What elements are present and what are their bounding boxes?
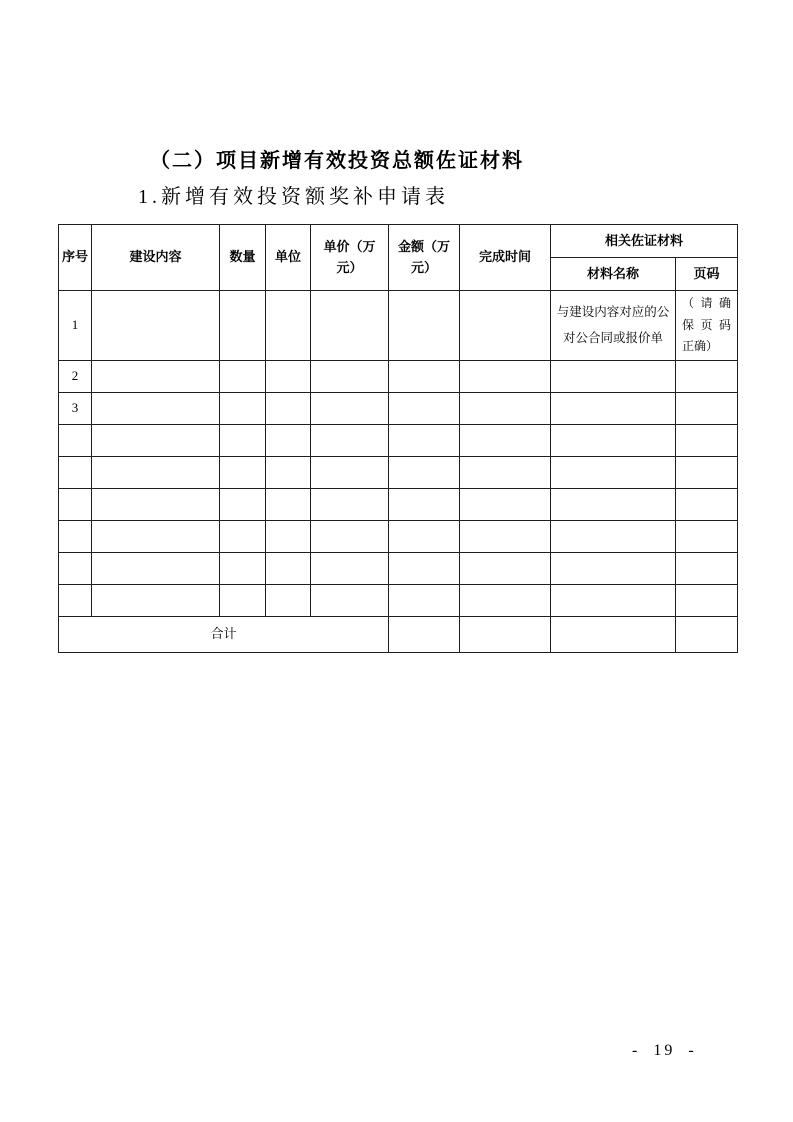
cell-unit <box>266 520 311 552</box>
cell-completion-time <box>460 616 551 652</box>
cell-seq: 2 <box>59 360 92 392</box>
cell-construction-content <box>92 424 220 456</box>
cell-amount-total <box>389 616 460 652</box>
cell-amount <box>389 488 460 520</box>
cell-unit-price <box>311 392 389 424</box>
cell-seq: 1 <box>59 291 92 361</box>
cell-material-name: 与建设内容对应的公对公合同或报价单 <box>551 291 676 361</box>
cell-material-name <box>551 392 676 424</box>
cell-unit <box>266 488 311 520</box>
cell-material-name <box>551 456 676 488</box>
cell-construction-content <box>92 456 220 488</box>
cell-unit <box>266 584 311 616</box>
cell-unit-price <box>311 552 389 584</box>
cell-quantity <box>220 584 266 616</box>
cell-material-name <box>551 584 676 616</box>
cell-amount <box>389 291 460 361</box>
header-unit-price: 单价（万元） <box>311 225 389 291</box>
header-seq: 序号 <box>59 225 92 291</box>
table-row <box>59 552 738 584</box>
cell-seq: 3 <box>59 392 92 424</box>
cell-quantity <box>220 488 266 520</box>
cell-seq <box>59 456 92 488</box>
cell-completion-time <box>460 584 551 616</box>
cell-page-no <box>676 552 738 584</box>
cell-unit-price <box>311 584 389 616</box>
cell-seq <box>59 488 92 520</box>
table-row <box>59 291 738 361</box>
cell-seq <box>59 584 92 616</box>
cell-amount <box>389 584 460 616</box>
cell-amount <box>389 552 460 584</box>
cell-page-no <box>676 520 738 552</box>
table-row <box>59 584 738 616</box>
cell-unit <box>266 424 311 456</box>
cell-construction-content <box>92 291 220 361</box>
cell-unit-price <box>311 488 389 520</box>
cell-material-name <box>551 424 676 456</box>
cell-construction-content <box>92 552 220 584</box>
cell-page-no <box>676 392 738 424</box>
cell-quantity <box>220 520 266 552</box>
cell-unit-price <box>311 291 389 361</box>
cell-completion-time <box>460 392 551 424</box>
cell-unit <box>266 552 311 584</box>
table-row <box>59 520 738 552</box>
cell-completion-time <box>460 456 551 488</box>
cell-construction-content <box>92 520 220 552</box>
table-row <box>59 424 738 456</box>
header-page-no: 页码 <box>676 258 738 291</box>
header-completion-time: 完成时间 <box>460 225 551 291</box>
cell-amount <box>389 456 460 488</box>
page-note-line: 保页码 <box>682 317 732 332</box>
cell-page-no <box>676 424 738 456</box>
investment-application-table <box>58 224 738 653</box>
cell-unit <box>266 291 311 361</box>
cell-completion-time <box>460 291 551 361</box>
cell-completion-time <box>460 552 551 584</box>
cell-unit <box>266 360 311 392</box>
header-evidence-group: 相关佐证材料 <box>551 225 738 258</box>
cell-unit-price <box>311 424 389 456</box>
cell-completion-time <box>460 424 551 456</box>
cell-quantity <box>220 424 266 456</box>
page-number: - 19 - <box>632 1042 697 1059</box>
cell-page-no <box>676 584 738 616</box>
table-row <box>59 488 738 520</box>
section-subheading: 1.新增有效投资额奖补申请表 <box>138 186 449 208</box>
header-construction-content: 建设内容 <box>92 225 220 291</box>
cell-seq <box>59 520 92 552</box>
table-row <box>59 360 738 392</box>
page-note-line: （请确 <box>682 296 732 310</box>
cell-completion-time <box>460 520 551 552</box>
total-label: 合计 <box>59 616 389 652</box>
cell-quantity <box>220 392 266 424</box>
cell-unit-price <box>311 456 389 488</box>
cell-quantity <box>220 552 266 584</box>
table-header-row-top <box>59 225 738 258</box>
section-heading: （二）项目新增有效投资总额佐证材料 <box>150 150 524 172</box>
cell-page-note <box>676 291 738 361</box>
table-row <box>59 456 738 488</box>
cell-quantity <box>220 291 266 361</box>
table-total-row <box>59 616 738 652</box>
cell-material-name <box>551 552 676 584</box>
cell-page-no <box>676 456 738 488</box>
cell-completion-time <box>460 488 551 520</box>
table-row <box>59 392 738 424</box>
cell-page-no <box>676 360 738 392</box>
header-material-name: 材料名称 <box>551 258 676 291</box>
cell-material-name <box>551 616 676 652</box>
cell-construction-content <box>92 392 220 424</box>
cell-quantity <box>220 456 266 488</box>
cell-page-no <box>676 488 738 520</box>
cell-amount <box>389 360 460 392</box>
cell-unit <box>266 392 311 424</box>
cell-unit <box>266 456 311 488</box>
cell-amount <box>389 392 460 424</box>
cell-material-name <box>551 488 676 520</box>
cell-material-name <box>551 360 676 392</box>
cell-quantity <box>220 360 266 392</box>
cell-amount <box>389 520 460 552</box>
header-amount: 金额（万元） <box>389 225 460 291</box>
cell-unit-price <box>311 520 389 552</box>
cell-construction-content <box>92 360 220 392</box>
page-note-line: 正确） <box>682 339 719 354</box>
cell-construction-content <box>92 488 220 520</box>
cell-page-no <box>676 616 738 652</box>
cell-seq <box>59 552 92 584</box>
header-unit: 单位 <box>266 225 311 291</box>
cell-seq <box>59 424 92 456</box>
cell-construction-content <box>92 584 220 616</box>
cell-unit-price <box>311 360 389 392</box>
cell-amount <box>389 424 460 456</box>
header-quantity: 数量 <box>220 225 266 291</box>
cell-completion-time <box>460 360 551 392</box>
cell-material-name <box>551 520 676 552</box>
